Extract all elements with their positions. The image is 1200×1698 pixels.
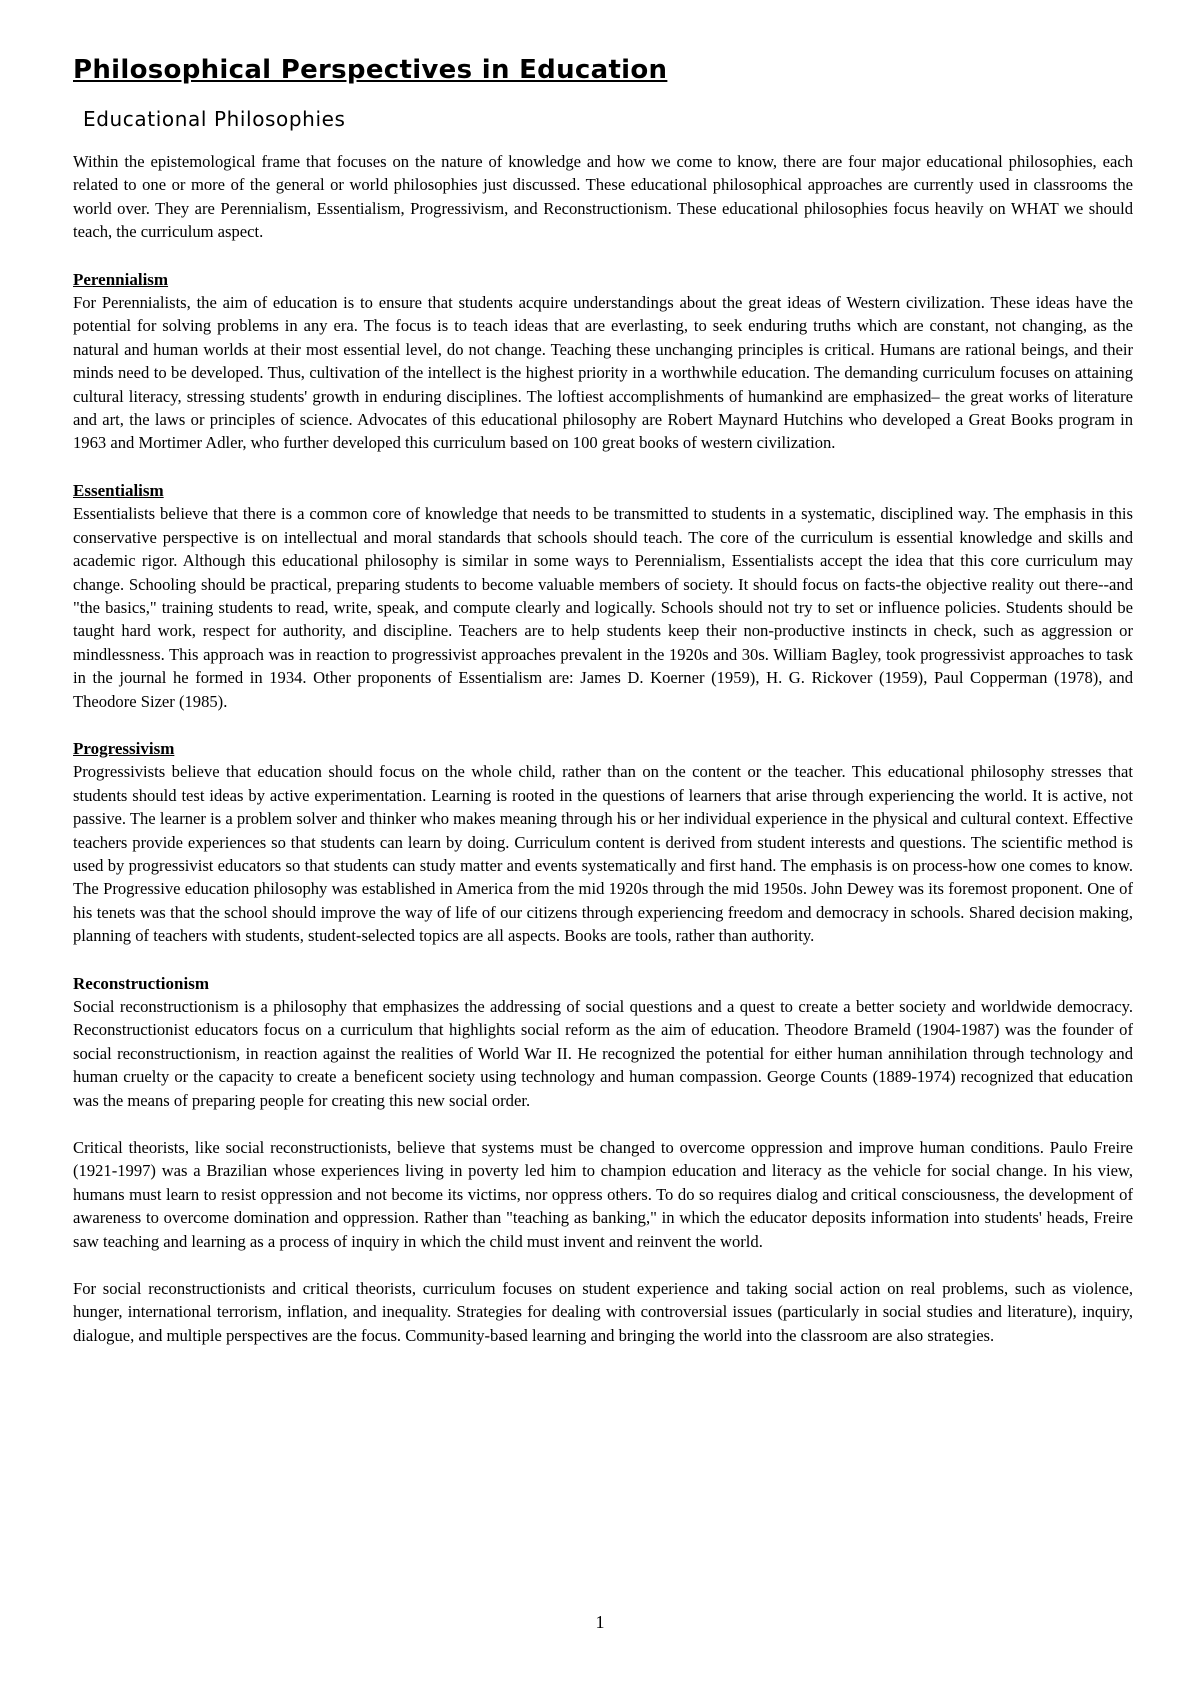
section-reconstructionism	[73, 972, 1133, 1348]
document-subtitle: Educational Philosophies	[83, 107, 346, 131]
section-paragraph: Social reconstructionism is a philosophy that emphasizes the addressing of social questions and a quest to create a better society and worldwide democracy. Reconstructionist educators focus on a curriculum that highlights social reform as the aim of education. Theodore Brameld (1904-1987) was the founder of social reconstructionism, in reaction against the realities of World War II. He recognized the potential for either human annihilation through technology and human cruelty or the capacity to create a beneficent society using technology and human compassion. George Counts (1889-1974) recognized that education was the means of preparing people for creating this new social order.	[73, 997, 1133, 1110]
document-title: Philosophical Perspectives in Education	[73, 55, 668, 85]
section-essentialism	[73, 479, 1133, 713]
section-paragraph: Critical theorists, like social reconstructionists, believe that systems must be changed to overcome oppression and improve human conditions. Paulo Freire (1921-1997) was a Brazilian whose experiences living in poverty led him to champion education and literacy as the vehicle for social change. In his view, humans must learn to resist oppression and not become its victims, nor oppress others. To do so requires dialog and critical consciousness, the development of awareness to overcome domination and oppression. Rather than "teaching as banking," in which the educator deposits information into students' heads, Freire saw teaching and learning as a process of inquiry in which the child must invent and reinvent the world.	[73, 1138, 1133, 1251]
section-heading: Progressivism	[73, 738, 175, 758]
section-heading: Essentialism	[73, 480, 164, 500]
document-page	[73, 50, 1133, 1347]
section-paragraph: Progressivists believe that education should focus on the whole child, rather than on the content or the teacher. This educational philosophy stresses that students should test ideas by active experimentation. Learning is rooted in the questions of learners that arise through experiencing the world. It is active, not passive. The learner is a problem solver and thinker who makes meaning through his or her individual experience in the physical and cultural context. Effective teachers provide experiences so that students can learn by doing. Curriculum content is derived from student interests and questions. The scientific method is used by progressivist educators so that students can study matter and events systematically and first hand. The emphasis is on process-how one comes to know. The Progressive education philosophy was established in America from the mid 1920s through the mid 1950s. John Dewey was its foremost proponent. One of his tenets was that the school should improve the way of life of our citizens through experiencing freedom and democracy in schools. Shared decision making, planning of teachers with students, student-selected topics are all aspects. Books are tools, rather than authority.	[73, 762, 1133, 946]
page-number: 1	[595, 1612, 605, 1632]
section-heading: Perennialism	[73, 269, 169, 289]
section-paragraph: Essentialists believe that there is a common core of knowledge that needs to be transmitted to students in a systematic, disciplined way. The emphasis in this conservative perspective is on intellectual and moral standards that schools should teach. The core of the curriculum is essential knowledge and skills and academic rigor. Although this educational philosophy is similar in some ways to Perennialism, Essentialists accept the idea that this core curriculum may change. Schooling should be practical, preparing students to become valuable members of society. It should focus on facts-the objective reality out there--and "the basics," training students to read, write, speak, and compute clearly and logically. Schools should not try to set or influence policies. Students should be taught hard work, respect for authority, and discipline. Teachers are to help students keep their non-productive instincts in check, such as aggression or mindlessness. This approach was in reaction to progressivist approaches prevalent in the 1920s and 30s. William Bagley, took progressivist approaches to task in the journal he formed in 1934. Other proponents of Essentialism are: James D. Koerner (1959), H. G. Rickover (1959), Paul Copperman (1978), and Theodore Sizer (1985).	[73, 504, 1133, 711]
intro-paragraph: Within the epistemological frame that focuses on the nature of knowledge and how we come to know, there are four major educational philosophies, each related to one or more of the general or world philosophies just discussed. These educational philosophical approaches are currently used in classrooms the world over. They are Perennialism, Essentialism, Progressivism, and Reconstructionism. These educational philosophies focus heavily on WHAT we should teach, the curriculum aspect.	[73, 152, 1133, 242]
section-progressivism	[73, 737, 1133, 948]
section-perennialism	[73, 268, 1133, 455]
section-paragraph: For Perennialists, the aim of education is to ensure that students acquire understandings about the great ideas of Western civilization. These ideas have the potential for solving problems in any era. The focus is to teach ideas that are everlasting, to seek enduring truths which are constant, not changing, as the natural and human worlds at their most essential level, do not change. Teaching these unchanging principles is critical. Humans are rational beings, and their minds need to be developed. Thus, cultivation of the intellect is the highest priority in a worthwhile education. The demanding curriculum focuses on attaining cultural literacy, stressing students' growth in enduring disciplines. The loftiest accomplishments of humankind are emphasized– the great works of literature and art, the laws or principles of science. Advocates of this educational philosophy are Robert Maynard Hutchins who developed a Great Books program in 1963 and Mortimer Adler, who further developed this curriculum based on 100 great books of western civilization.	[73, 293, 1133, 453]
section-heading: Reconstructionism	[73, 973, 209, 993]
section-paragraph: For social reconstructionists and critical theorists, curriculum focuses on student experience and taking social action on real problems, such as violence, hunger, international terrorism, inflation, and inequality. Strategies for dealing with controversial issues (particularly in social studies and literature), inquiry, dialogue, and multiple perspectives are the focus. Community-based learning and bringing the world into the classroom are also strategies.	[73, 1279, 1133, 1345]
